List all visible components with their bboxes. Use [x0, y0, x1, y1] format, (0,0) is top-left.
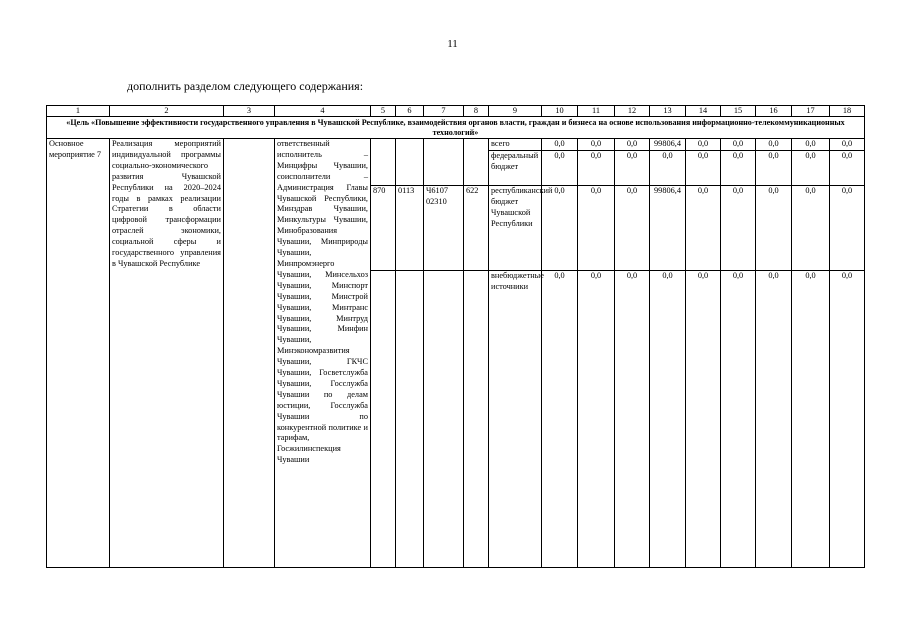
- empty-code-cell: [396, 139, 424, 186]
- value-cell: 0,0: [578, 185, 615, 270]
- rzpr-code-cell: 0113: [396, 185, 424, 270]
- col-header: 5: [371, 106, 396, 117]
- value-cell: 0,0: [792, 139, 830, 151]
- empty-code-cell: [396, 270, 424, 567]
- executors-cell: ответственный исполнитель – Минцифры Чувашии, соисполнители – Администрация Главы Чувашской Республики, Минздрав Чувашии, Минкультуры Чувашии, Минобразования Чувашии, Минприроды Чувашии, Минпромэнерго Чувашии, Минсельхоз Чувашии, Минспорт Чувашии, Минстрой Чувашии, Минтранс Чувашии, Минтруд Чувашии, Минфин Чувашии, Минэкономразвития Чувашии, ГКЧС Чувашии, Госветслужба Чувашии, Госслужба Чувашии по делам юстиции, Госслужба Чувашии по конкурентной политике и тарифам, Госжилинспекция Чувашии: [275, 139, 371, 568]
- intro-text: дополнить разделом следующего содержания:: [127, 79, 364, 93]
- grbs-code-cell: 870: [371, 185, 396, 270]
- col-header: 18: [830, 106, 865, 117]
- value-cell: 0,0: [830, 185, 865, 270]
- value-cell: 0,0: [578, 150, 615, 185]
- col-header: 3: [224, 106, 275, 117]
- col-header: 2: [110, 106, 224, 117]
- col-header: 1: [47, 106, 110, 117]
- value-cell: 0,0: [650, 150, 686, 185]
- value-cell: 0,0: [756, 150, 792, 185]
- value-cell: 0,0: [542, 150, 578, 185]
- value-cell: 0,0: [721, 270, 756, 567]
- value-cell: 0,0: [792, 270, 830, 567]
- goal-title: «Цель «Повышение эффективности государственного управления в Чувашской Республике, взаимодействия органов власти, граждан и бизнеса на основе использования информационно-телекоммуникационных технологий»: [47, 117, 865, 139]
- value-cell: 0,0: [615, 185, 650, 270]
- goal-row: [47, 117, 865, 139]
- status-cell: Основное мероприятие 7: [47, 139, 110, 568]
- csr-code-cell: Ч6107 02310: [424, 185, 464, 270]
- col-header: 17: [792, 106, 830, 117]
- value-cell: 0,0: [756, 270, 792, 567]
- value-cell: 0,0: [686, 185, 721, 270]
- value-cell: 0,0: [721, 150, 756, 185]
- source-cell: внебюджетные источники: [489, 270, 542, 567]
- table-row: [47, 139, 865, 151]
- col-header: 10: [542, 106, 578, 117]
- value-cell: 0,0: [686, 270, 721, 567]
- col-header: 8: [464, 106, 489, 117]
- value-cell: 0,0: [578, 270, 615, 567]
- value-cell: 0,0: [650, 270, 686, 567]
- source-cell: всего: [489, 139, 542, 151]
- value-cell: 0,0: [792, 185, 830, 270]
- empty-code-cell: [371, 139, 396, 186]
- empty-code-cell: [464, 139, 489, 186]
- col-header: 4: [275, 106, 371, 117]
- empty-code-cell: [424, 270, 464, 567]
- column-number-row: [47, 106, 865, 117]
- col-header: 7: [424, 106, 464, 117]
- value-cell: 99806,4: [650, 185, 686, 270]
- measure-name-cell: Реализация мероприятий индивидуальной программы социально-экономического развития Чувашской Республики на 2020–2024 годы в рамках реализации Стратегии в области цифровой трансформации отраслей экономики, социальной сферы и государственного управления в Чувашской Республике: [110, 139, 224, 568]
- value-cell: 0,0: [542, 270, 578, 567]
- value-cell: 0,0: [830, 270, 865, 567]
- value-cell: 0,0: [686, 150, 721, 185]
- value-cell: 0,0: [615, 139, 650, 151]
- financing-table: [46, 105, 865, 568]
- col-header: 13: [650, 106, 686, 117]
- col-header: 15: [721, 106, 756, 117]
- col-header: 14: [686, 106, 721, 117]
- value-cell: 99806,4: [650, 139, 686, 151]
- value-cell: 0,0: [615, 270, 650, 567]
- value-cell: 0,0: [542, 185, 578, 270]
- value-cell: 0,0: [756, 185, 792, 270]
- value-cell: 0,0: [830, 150, 865, 185]
- value-cell: 0,0: [830, 139, 865, 151]
- source-cell: федеральный бюджет: [489, 150, 542, 185]
- vr-code-cell: 622: [464, 185, 489, 270]
- value-cell: 0,0: [756, 139, 792, 151]
- col-header: 12: [615, 106, 650, 117]
- col-header: 16: [756, 106, 792, 117]
- empty-code-cell: [371, 270, 396, 567]
- value-cell: 0,0: [542, 139, 578, 151]
- indicator-cell: [224, 139, 275, 568]
- col-header: 11: [578, 106, 615, 117]
- empty-code-cell: [424, 139, 464, 186]
- col-header: 9: [489, 106, 542, 117]
- value-cell: 0,0: [615, 150, 650, 185]
- page-number: 11: [447, 38, 458, 50]
- value-cell: 0,0: [686, 139, 721, 151]
- empty-code-cell: [464, 270, 489, 567]
- value-cell: 0,0: [721, 185, 756, 270]
- source-cell: республиканский бюджет Чувашской Республики: [489, 185, 542, 270]
- value-cell: 0,0: [578, 139, 615, 151]
- value-cell: 0,0: [792, 150, 830, 185]
- value-cell: 0,0: [721, 139, 756, 151]
- col-header: 6: [396, 106, 424, 117]
